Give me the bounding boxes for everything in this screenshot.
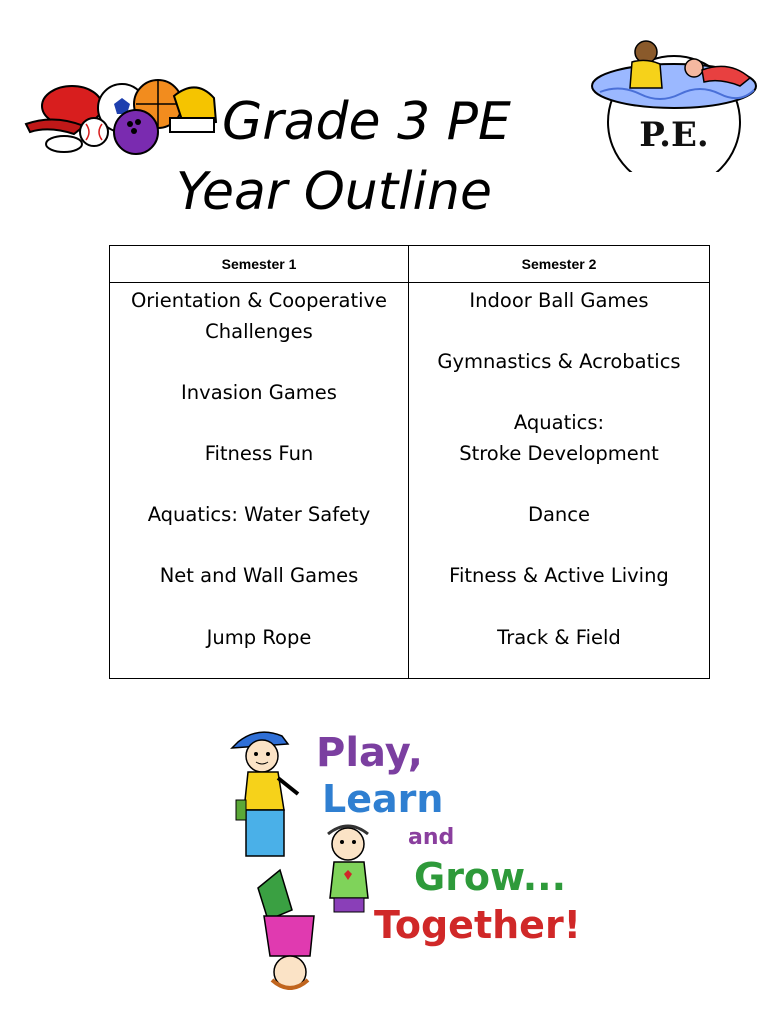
list-item: Orientation & Cooperative	[130, 289, 388, 312]
list-item: Indoor Ball Games	[469, 289, 649, 312]
table-header-row	[110, 246, 709, 283]
spacer	[409, 592, 709, 623]
pe-swimming-logo	[590, 32, 758, 172]
pe-logo-text: P.E.	[639, 115, 709, 155]
spacer	[110, 408, 408, 439]
spacer	[409, 470, 709, 501]
spacer	[110, 592, 408, 623]
list-item: Aquatics: Water Safety	[147, 503, 371, 527]
list-item: Fitness Fun	[204, 441, 314, 465]
title-line-1: Grade 3 PE	[222, 92, 511, 152]
year-outline-table	[109, 245, 710, 679]
word-play: Play,	[316, 730, 423, 776]
spacer	[409, 531, 709, 562]
semester-2-column	[409, 286, 709, 653]
word-and: and	[408, 825, 455, 850]
list-item: Invasion Games	[181, 380, 337, 404]
list-item: Challenges	[205, 319, 313, 343]
spacer	[110, 531, 408, 562]
list-item: Aquatics:	[513, 411, 605, 435]
sports-balls-clipart	[24, 74, 224, 160]
list-item: Net and Wall Games	[159, 564, 359, 588]
tumbling-child-figure	[258, 870, 314, 988]
play-learn-grow-clipart	[218, 720, 598, 990]
semester-1-column	[110, 286, 408, 653]
header-semester-1: Semester 1	[221, 256, 297, 272]
list-item: Gymnastics & Acrobatics	[437, 350, 681, 374]
list-item: Fitness & Active Living	[449, 564, 669, 588]
spacer	[409, 317, 709, 348]
list-item: Jump Rope	[206, 625, 312, 649]
spacer	[110, 470, 408, 501]
word-grow: Grow...	[414, 855, 567, 899]
list-item: Dance	[527, 503, 591, 527]
spacer	[409, 378, 709, 409]
spacer	[110, 347, 408, 378]
list-item: Track & Field	[497, 625, 621, 649]
boy-figure	[232, 732, 298, 856]
word-together: Together!	[374, 903, 582, 947]
title-line-2: Year Outline	[176, 162, 492, 222]
list-item: Stroke Development	[459, 441, 659, 465]
word-learn: Learn	[322, 777, 444, 821]
header-semester-2: Semester 2	[521, 256, 597, 272]
girl-figure	[328, 826, 368, 912]
